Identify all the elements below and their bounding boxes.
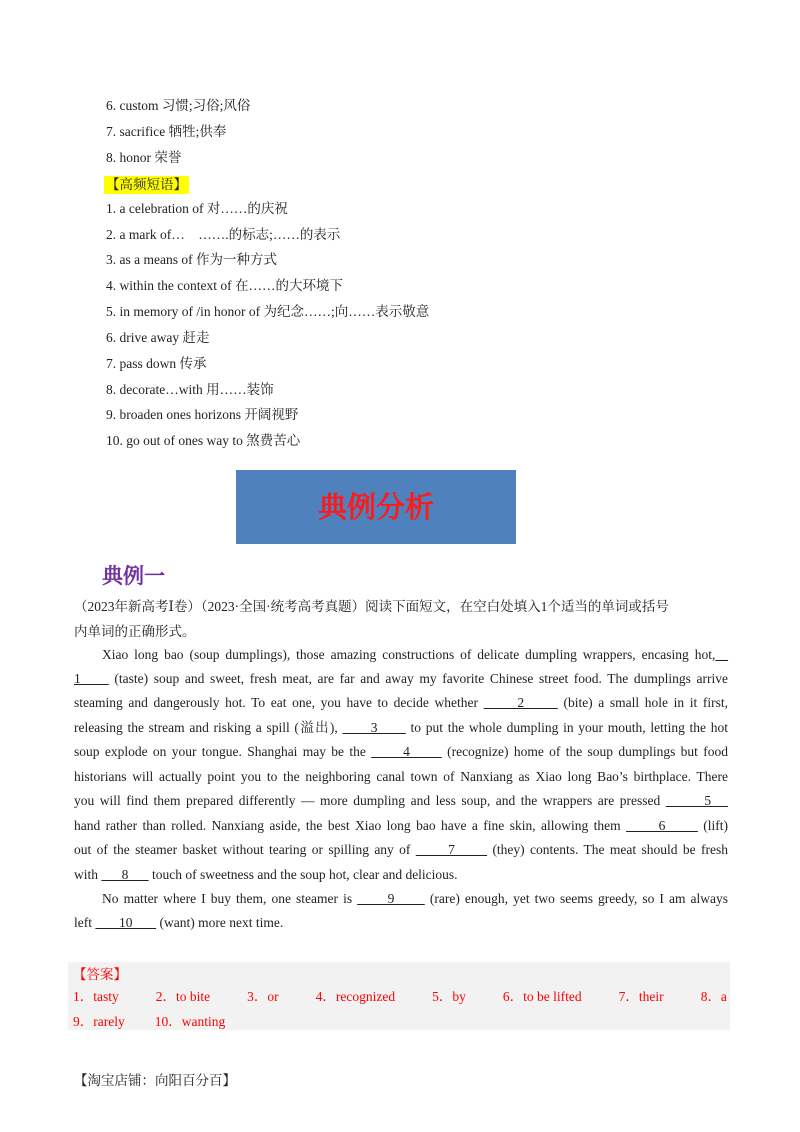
answer-item: 6．to be lifted	[502, 989, 582, 1004]
passage-line: Xiao long bao (soup dumplings), those amazing constructions of delicate dumpling wrappers, encasing hot, _	[102, 647, 729, 662]
passage-line: No matter where I buy them, one steamer is 9 (rare) enough, yet two seems greedy, so I am always	[102, 891, 729, 906]
blank-7: 7	[415, 842, 488, 857]
section-banner	[236, 470, 516, 544]
vocab-item-6: 6. custom 习惯;习俗;风俗	[106, 98, 251, 113]
phrase-item-10: 10. go out of ones way to 煞费苦心	[106, 433, 301, 448]
passage-line: soup explode on your tongue. Shanghai may be the 4 (recognize) home of the soup dumplings but food	[74, 744, 729, 759]
phrase-item-2: 2. a mark of… …….的标志;……的表示	[106, 227, 341, 242]
passage-line: 1 (taste) soup and sweet, fresh meat, are far and away my favorite Chinese street food. The dumplings arrive	[74, 671, 728, 686]
vocab-item-8: 8. honor 荣誉	[106, 150, 182, 165]
answer-row-2	[73, 1013, 225, 1031]
blank-10: 10	[95, 915, 157, 930]
answer-item: 4．recognized	[315, 989, 396, 1004]
blank-1-start: _	[715, 647, 729, 662]
answer-item: 5．by	[432, 989, 466, 1004]
phrase-item-4: 4. within the context of 在……的大环境下	[106, 278, 343, 293]
exam-intro-line-1: （2023年新高考Ⅰ卷）（2023·全国·统考高考真题）阅读下面短文，在空白处填入1个适当的单词或括号	[74, 599, 669, 614]
answer-item: 9．rarely	[73, 1014, 125, 1029]
passage-line: hand rather than rolled. Nanxiang aside, the best Xiao long bao have a fine skin, allowing them 6 (lift)	[74, 818, 729, 833]
blank-2: 2	[483, 695, 558, 710]
blank-8: 8	[101, 867, 149, 882]
answer-row-1	[73, 988, 727, 1006]
phrase-item-7: 7. pass down 传承	[106, 356, 207, 371]
passage-line: historians will actually point you to the neighboring canal town of Nanxiang as Xiao long Bao’s birthplace. There	[74, 769, 728, 784]
banner-title: 典例分析	[317, 490, 434, 524]
phrase-item-8: 8. decorate…with 用……装饰	[106, 382, 274, 397]
phrase-item-5: 5. in memory of /in honor of 为纪念……;向……表示敬意	[106, 304, 430, 319]
phrase-item-9: 9. broaden ones horizons 开阔视野	[106, 407, 299, 422]
exam-intro-line-2: 内单词的正确形式。	[74, 624, 196, 639]
answer-item: 2．to bite	[155, 989, 211, 1004]
blank-3: 3	[342, 720, 406, 735]
passage-line: releasing the stream and risking a spill (溢出), 3 to put the whole dumpling in your mouth, letting the hot	[74, 720, 729, 735]
answer-item: 10．wanting	[154, 1014, 226, 1029]
phrase-item-3: 3. as a means of 作为一种方式	[106, 252, 277, 267]
answer-item: 1．tasty	[73, 989, 119, 1004]
answer-item: 3．or	[247, 989, 279, 1004]
phrase-item-6: 6. drive away 赶走	[106, 330, 210, 345]
blank-4: 4	[371, 744, 442, 759]
blank-5: 5	[665, 793, 729, 808]
example-title: 典例一	[102, 564, 165, 588]
answer-item: 7．their	[618, 989, 664, 1004]
passage-line: left 10 (want) more next time.	[74, 915, 284, 930]
vocab-item-7: 7. sacrifice 牺牲;供奉	[106, 124, 227, 139]
blank-6: 6	[626, 818, 698, 833]
footer-shop-note: 【淘宝店铺：向阳百分百】	[74, 1073, 236, 1088]
passage-line: you will find them prepared differently — more dumpling and less soup, and the wrappers are pressed 5	[74, 793, 729, 808]
answer-label: 【答案】	[73, 967, 127, 982]
blank-1: 1	[74, 671, 109, 686]
phrase-item-1: 1. a celebration of 对……的庆祝	[106, 201, 288, 216]
passage-line: steaming and dangerously hot. To eat one, you have to decide whether 2 (bite) a small hole in it first,	[74, 695, 729, 710]
passage-line: with 8 touch of sweetness and the soup hot, clear and delicious.	[74, 867, 458, 882]
passage-line: out of the steamer basket without tearing or spilling any of 7 (they) contents. The meat should be fresh	[74, 842, 728, 857]
answer-item: 8．a	[700, 989, 727, 1004]
blank-9: 9	[357, 891, 425, 906]
phrases-heading: 【高频短语】	[106, 177, 187, 193]
